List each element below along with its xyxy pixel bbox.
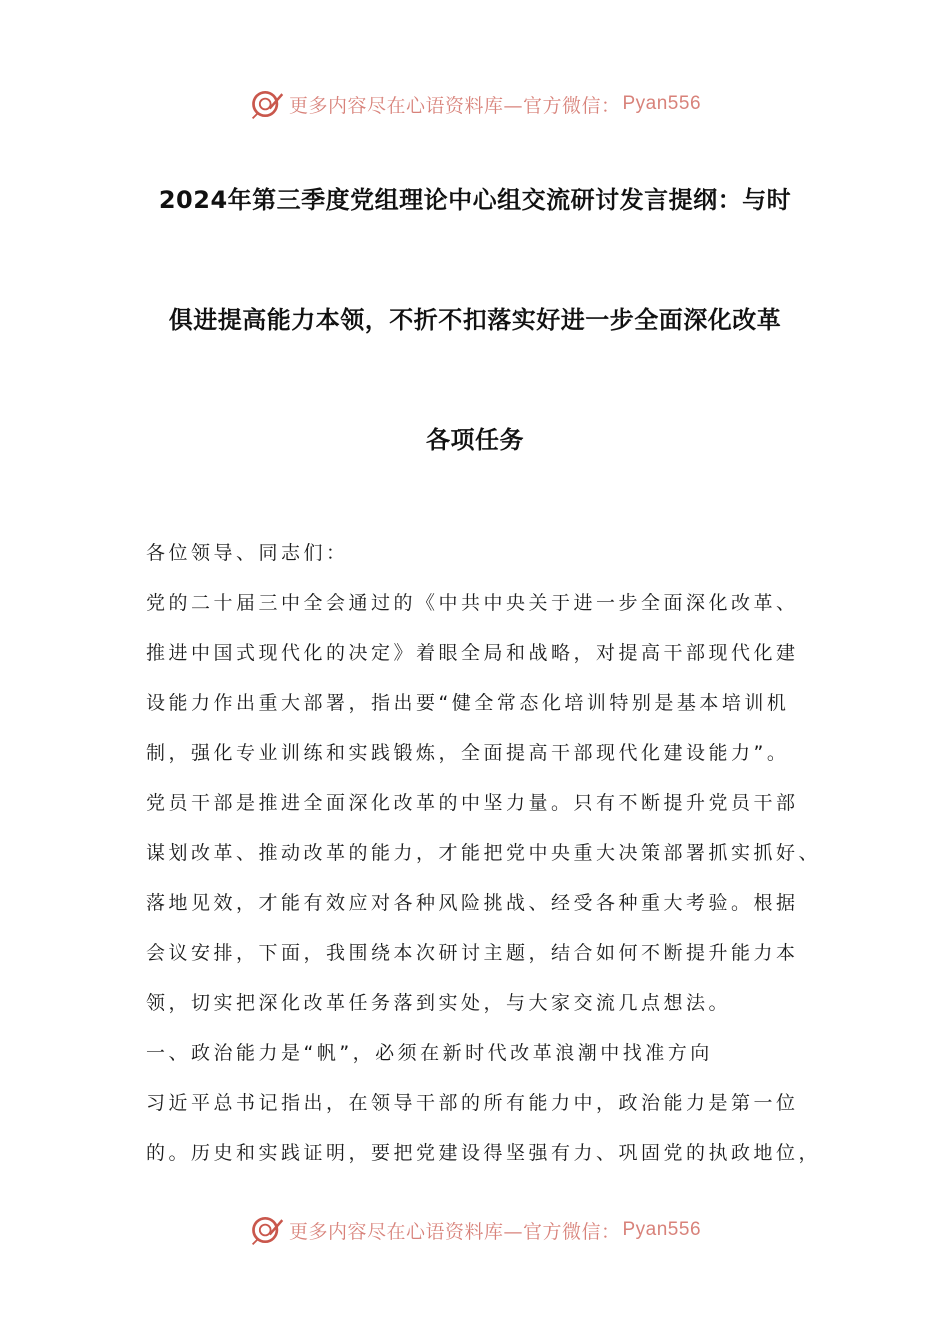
body-line: 党的二十届三中全会通过的《中共中央关于进一步全面深化改革、 — [146, 592, 799, 614]
body-line: 设能力作出重大部署，指出要“健全常态化培训特别是基本培训机 — [146, 692, 790, 714]
watermark-brand-text: 更多内容尽在心语资料库—官方微信： — [288, 1220, 621, 1243]
doc-body — [146, 534, 822, 1184]
body-line: 会议安排，下面，我围绕本次研讨主题，结合如何不断提升能力本 — [146, 942, 799, 964]
doc-title-line-1: 2024年第三季度党组理论中心组交流研讨发言提纲：与时 — [158, 186, 792, 214]
body-line: 推进中国式现代化的决定》着眼全局和战略，对提高干部现代化建 — [146, 642, 799, 664]
body-line: 各位领导、同志们： — [146, 542, 349, 564]
body-line: 领，切实把深化改革任务落到实处，与大家交流几点想法。 — [146, 992, 732, 1014]
doc-title-line-3: 各项任务 — [426, 426, 524, 454]
watermark-footer — [0, 1210, 950, 1250]
body-line: 习近平总书记指出，在领导干部的所有能力中，政治能力是第一位 — [146, 1092, 799, 1114]
body-line: 的。历史和实践证明，要把党建设得坚强有力、巩固党的执政地位， — [146, 1142, 822, 1164]
section-heading: 一、政治能力是“帆”，必须在新时代改革浪潮中找准方向 — [146, 1042, 713, 1064]
body-line: 落地见效，才能有效应对各种风险挑战、经受各种重大考验。根据 — [146, 892, 799, 914]
doc-title-line-2: 俱进提高能力本领，不折不扣落实好进一步全面深化改革 — [168, 306, 782, 334]
watermark-wechat-id: Pyan556 — [622, 1219, 702, 1240]
watermark-header — [0, 84, 950, 124]
body-line: 党员干部是推进全面深化改革的中坚力量。只有不断提升党员干部 — [146, 792, 799, 814]
watermark-brand-text: 更多内容尽在心语资料库—官方微信： — [288, 94, 621, 117]
pen-logo-icon — [249, 86, 285, 122]
body-line: 制，强化专业训练和实践锻炼，全面提高干部现代化建设能力”。 — [146, 742, 790, 764]
pen-logo-icon — [249, 1212, 285, 1248]
body-line: 谋划改革、推动改革的能力，才能把党中央重大决策部署抓实抓好、 — [146, 842, 822, 864]
watermark-wechat-id: Pyan556 — [622, 93, 702, 114]
